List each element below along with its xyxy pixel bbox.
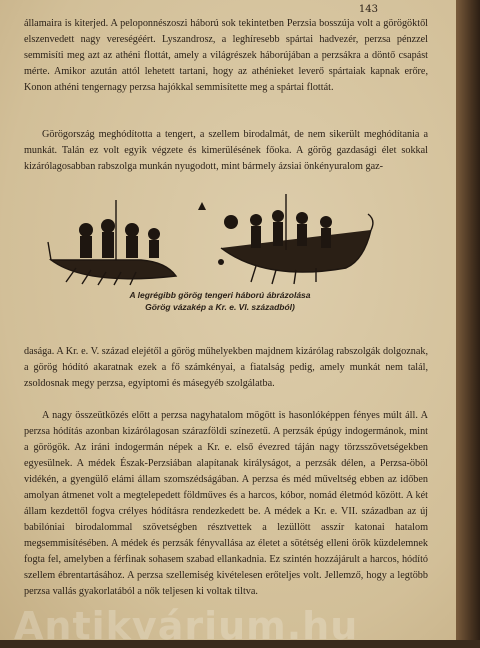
- paragraph-4: A nagy összeütközés előtt a perzsa nagyhatalom mögött is hasonlóképpen fényes múlt áll. A perzsa hódítás azonban kizárólagosan szárazföldi színezetű. A perzsák épúgy indogermánok, mint a görögök. Az iráni indogermán népek a Kr. e. első évezred táján nagy törzsszövetségekben egyesülnek. A médek Észak-Perzsiában alapítanak királyságot, a perzsák délen, a Perzsa-öböl vidékén, a gyengülő elámi állam szomszédságában. A perzsa és méd műveltség ebben az időben amolyan átmenet volt a megtelepedett földműves és a harcos, kóbor, nomád életmód között. A két állam kezdettől fogva crélyes hódításra rendezkedett be. A médek a Kr. e. VII. században az új babilóniai birodalommal szövetségben résztvettek a lezüllött asszír katonai hatalom megsemmisítésében. A médek és perzsák fényvallása az életet a sötétség elleni örök küzdelemnek fogta fel, amelyben a férfinak sohasem szabad ellankadnia. Ez szintén hozzájárult a harcos, hódító szellem ébrentartásához. A perzsa szellemiség kivételesen erőteljes volt. Jellemző, hogy a legtöbb perzsa vallás gyakorlatából a nők teljesen ki voltak tiltva.: [24, 410, 428, 597]
- book-spine: [456, 0, 480, 640]
- figure-caption-line-2: Görög vázakép a Kr. e. VI. századból): [145, 302, 295, 312]
- paragraph-1: államaira is kiterjed. A peloponnészoszi háború sok tekintetben Perzsia bosszúja volt a görögöktől elszenvedett nagy vereségéért. Lyszandrosz, a leghíresebb spártai hadvezér, perzsa pénzzel semmisíti meg azt az athéni flottát, amely a világrészek háborújában a perzsákra a döntő csapást mérte. Amikor azután attól lehetett tartani, hogy az athénieket leverő spártaiak kapnak erőre, Konon athéni tengernagy perzsa hajókkal semmisítette meg a spártai flottát.: [24, 18, 428, 93]
- vase-painting-illustration: [46, 190, 376, 286]
- watermark: Antikvárium.hu: [14, 604, 359, 648]
- paragraph-3: dasága. A Kr. e. V. század elejétől a görög műhelyekben majdnem kizárólag rabszolgák dolgoznak, a görög hódító akaratnak ezek a fő számkényai, a fiatalság pedig, amely munkát nem talál, zsoldosnak megy perzsa, egyiptomi és másegyéb szolgálatba.: [24, 346, 428, 389]
- figure-caption-line-1: A legrégibb görög tengeri háború ábrázolása: [129, 290, 311, 300]
- paragraph-2: Görögország meghódította a tengert, a szellem birodalmát, de nem sikerült meghódítania a munkát. Talán ez volt egyik végzete és kimerülésének főoka. A görög gazdasági élet sokkal kizárólagosabban rabszolga munkán nyugodott, mint bármely ázsiai önkényuralom gaz-: [24, 129, 428, 172]
- page-number: 143: [358, 4, 378, 15]
